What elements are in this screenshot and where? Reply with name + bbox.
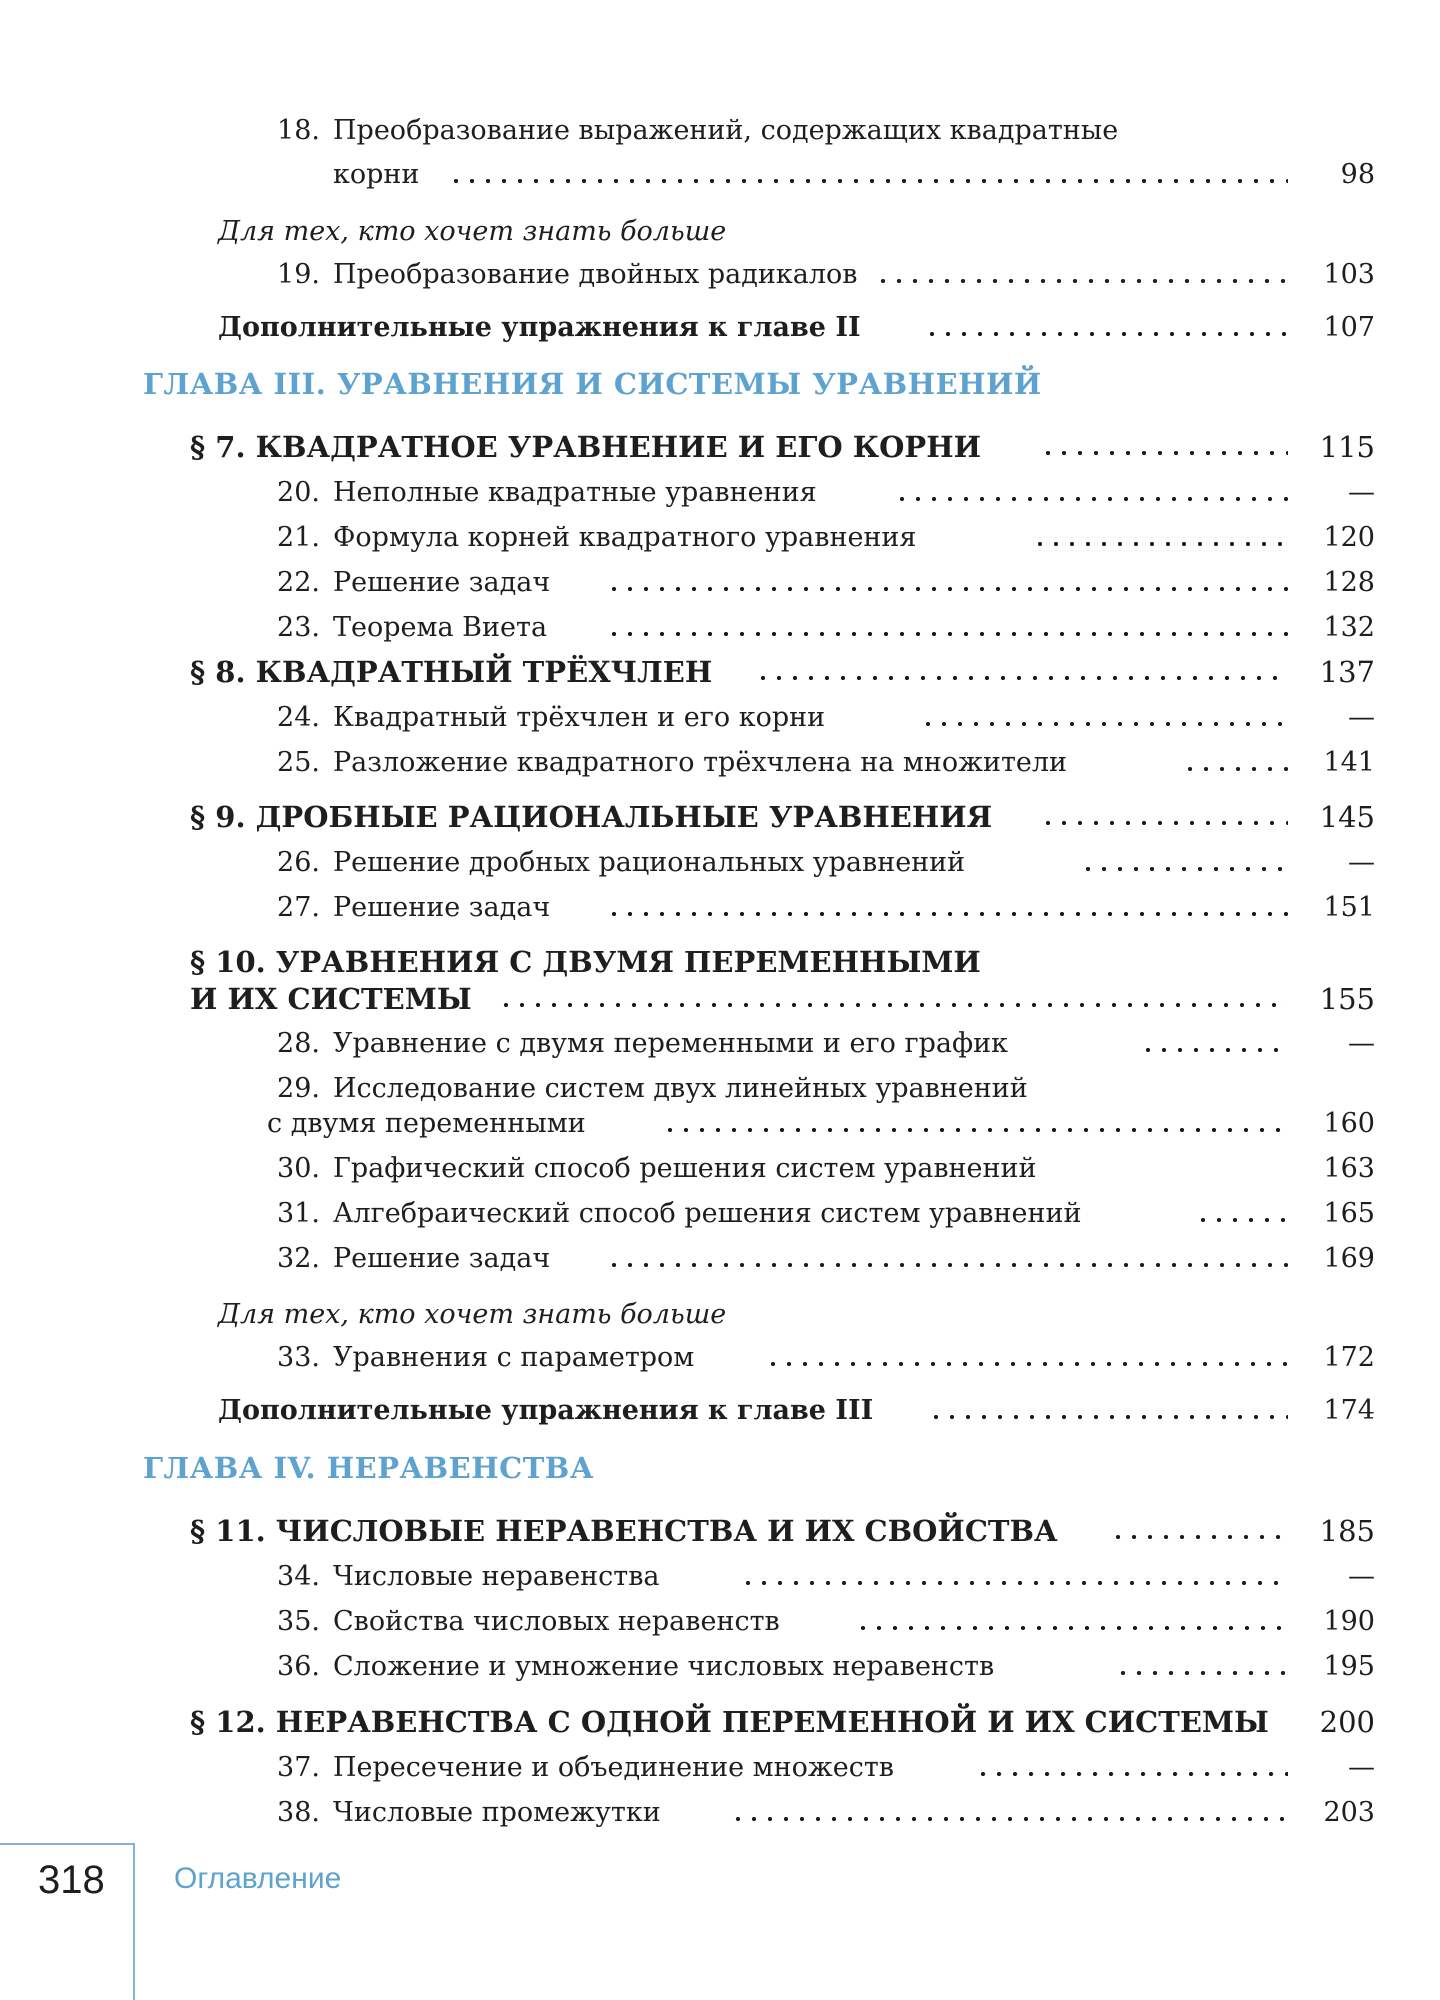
page-ref: 174 xyxy=(1323,1395,1375,1426)
toc-section-11 xyxy=(0,1509,1440,1553)
chapter-title: ГЛАВА IV. НЕРАВЕНСТВА xyxy=(143,1451,594,1485)
entry-number: 35. xyxy=(277,1606,320,1637)
dot-leader xyxy=(855,1626,1288,1630)
page-ref: — xyxy=(1348,702,1375,733)
page-ref: — xyxy=(1348,477,1375,508)
toc-entry-18-line1 xyxy=(0,109,1440,153)
entry-number: 32. xyxy=(277,1243,320,1274)
toc-entry-38 xyxy=(0,1791,1440,1835)
page-ref: 120 xyxy=(1323,522,1375,553)
entry-number: 21. xyxy=(277,522,320,553)
entry-title: Сложение и умножение числовых неравенств xyxy=(333,1651,995,1682)
page-ref: 169 xyxy=(1323,1243,1375,1274)
page-ref: 163 xyxy=(1323,1153,1375,1184)
page-ref: 115 xyxy=(1319,430,1375,464)
entry-number: 28. xyxy=(277,1028,320,1059)
toc-entry-26 xyxy=(0,841,1440,885)
entry-number: 37. xyxy=(277,1752,320,1783)
toc-entry-37 xyxy=(0,1746,1440,1790)
page-ref: 155 xyxy=(1319,982,1375,1016)
entry-number: 29. xyxy=(277,1073,320,1104)
section-title-continued: И ИХ СИСТЕМЫ xyxy=(190,982,472,1016)
dot-leader xyxy=(606,632,1288,636)
toc-entry-36 xyxy=(0,1645,1440,1689)
page-ref: 103 xyxy=(1323,259,1375,290)
toc-entry-31 xyxy=(0,1192,1440,1236)
dot-leader xyxy=(1040,821,1288,825)
section-title: § 12. НЕРАВЕНСТВА С ОДНОЙ ПЕРЕМЕННОЙ И ИХ СИСТЕМЫ xyxy=(190,1705,1269,1739)
toc-entry-28 xyxy=(0,1022,1440,1066)
page-ref: 128 xyxy=(1323,567,1375,598)
toc-entry-34 xyxy=(0,1555,1440,1599)
dot-leader xyxy=(755,676,1288,680)
entry-title: Решение задач xyxy=(333,567,551,598)
footer-rule-vertical xyxy=(133,1843,135,2000)
dot-leader xyxy=(920,722,1288,726)
entry-title: Квадратный трёхчлен и его корни xyxy=(333,702,826,733)
toc-entry-33 xyxy=(0,1336,1440,1380)
toc-entry-19 xyxy=(0,253,1440,297)
toc-entry-20 xyxy=(0,471,1440,515)
entry-number: 26. xyxy=(277,847,320,878)
entry-number: 25. xyxy=(277,747,320,778)
page-ref: — xyxy=(1348,1561,1375,1592)
footer-rule-horizontal xyxy=(0,1843,135,1845)
toc-additional-exercises-ch2 xyxy=(0,306,1440,350)
entry-title: Преобразование двойных радикалов xyxy=(333,259,858,290)
chapter-heading-3 xyxy=(0,362,1440,406)
page-ref: 190 xyxy=(1323,1606,1375,1637)
extra-heading: Для тех, кто хочет знать больше xyxy=(218,216,727,247)
entry-title: Алгебраический способ решения систем уравнений xyxy=(333,1198,1082,1229)
dot-leader xyxy=(606,912,1288,916)
entry-number: 31. xyxy=(277,1198,320,1229)
entry-number: 34. xyxy=(277,1561,320,1592)
entry-number: 36. xyxy=(277,1651,320,1682)
page-ref: — xyxy=(1348,1752,1375,1783)
entry-title: Преобразование выражений, содержащих квадратные xyxy=(333,115,1119,146)
page-ref: 172 xyxy=(1323,1342,1375,1373)
chapter-title: ГЛАВА III. УРАВНЕНИЯ И СИСТЕМЫ УРАВНЕНИЙ xyxy=(143,367,1042,401)
dot-leader xyxy=(1115,1671,1288,1675)
entry-title: Свойства числовых неравенств xyxy=(333,1606,780,1637)
entry-number: 22. xyxy=(277,567,320,598)
entry-title: Решение задач xyxy=(333,892,551,923)
dot-leader xyxy=(1140,1048,1288,1052)
dot-leader xyxy=(875,279,1288,283)
entry-number: 23. xyxy=(277,612,320,643)
toc-entry-27 xyxy=(0,886,1440,930)
toc-section-8 xyxy=(0,650,1440,694)
entry-number: 33. xyxy=(277,1342,320,1373)
entry-title: Числовые неравенства xyxy=(333,1561,660,1592)
section-title: § 10. УРАВНЕНИЯ С ДВУМЯ ПЕРЕМЕННЫМИ xyxy=(190,945,981,979)
entry-title: Дополнительные упражнения к главе II xyxy=(218,312,861,343)
dot-leader xyxy=(498,1003,1288,1007)
toc-entry-22 xyxy=(0,561,1440,605)
entry-title: Графический способ решения систем уравнений xyxy=(333,1153,1037,1184)
page-ref: 132 xyxy=(1323,612,1375,643)
dot-leader xyxy=(765,1362,1288,1366)
page-ref: 107 xyxy=(1323,312,1375,343)
toc-section-7 xyxy=(0,425,1440,469)
page-ref: 195 xyxy=(1323,1651,1375,1682)
entry-title: Теорема Виета xyxy=(333,612,548,643)
toc-entry-18-line2 xyxy=(0,153,1440,197)
toc-entry-30 xyxy=(0,1147,1440,1191)
entry-title: Исследование систем двух линейных уравнений xyxy=(333,1073,1028,1104)
entry-number: 18. xyxy=(277,115,320,146)
toc-entry-29-line2 xyxy=(0,1102,1440,1146)
section-title: § 11. ЧИСЛОВЫЕ НЕРАВЕНСТВА И ИХ СВОЙСТВА xyxy=(190,1514,1058,1548)
entry-title-continued: корни xyxy=(333,159,420,190)
dot-leader xyxy=(1110,1535,1288,1539)
dot-leader xyxy=(730,1817,1288,1821)
entry-title: Уравнение с двумя переменными и его график xyxy=(333,1028,1008,1059)
toc-extra-heading xyxy=(0,210,1440,254)
toc-entry-21 xyxy=(0,516,1440,560)
dot-leader xyxy=(1032,542,1288,546)
dot-leader xyxy=(448,179,1288,183)
section-title: § 9. ДРОБНЫЕ РАЦИОНАЛЬНЫЕ УРАВНЕНИЯ xyxy=(190,800,993,834)
toc-section-10-line2 xyxy=(0,977,1440,1021)
toc-entry-24 xyxy=(0,696,1440,740)
page-ref: 160 xyxy=(1323,1108,1375,1139)
dot-leader xyxy=(1040,451,1288,455)
page-ref: 137 xyxy=(1319,655,1375,689)
toc-extra-heading xyxy=(0,1293,1440,1337)
entry-title-continued: с двумя переменными xyxy=(267,1108,586,1139)
entry-number: 38. xyxy=(277,1797,320,1828)
section-title: § 8. КВАДРАТНЫЙ ТРЁХЧЛЕН xyxy=(190,655,713,689)
entry-number: 24. xyxy=(277,702,320,733)
dot-leader xyxy=(1195,1218,1288,1222)
dot-leader xyxy=(894,497,1288,501)
dot-leader xyxy=(975,1772,1288,1776)
entry-title: Формула корней квадратного уравнения xyxy=(333,522,917,553)
entry-title: Неполные квадратные уравнения xyxy=(333,477,817,508)
extra-heading: Для тех, кто хочет знать больше xyxy=(218,1299,727,1330)
entry-title: Решение задач xyxy=(333,1243,551,1274)
entry-title: Разложение квадратного трёхчлена на множители xyxy=(333,747,1068,778)
entry-number: 19. xyxy=(277,259,320,290)
entry-title: Решение дробных рациональных уравнений xyxy=(333,847,966,878)
entry-number: 27. xyxy=(277,892,320,923)
running-title: Оглавление xyxy=(174,1862,342,1895)
toc-section-9 xyxy=(0,795,1440,839)
entry-title: Уравнения с параметром xyxy=(333,1342,695,1373)
entry-number: 30. xyxy=(277,1153,320,1184)
entry-title: Числовые промежутки xyxy=(333,1797,661,1828)
dot-leader xyxy=(1182,767,1288,771)
page-ref: 151 xyxy=(1323,892,1375,923)
chapter-heading-4 xyxy=(0,1446,1440,1490)
dot-leader xyxy=(928,1415,1288,1419)
dot-leader xyxy=(740,1581,1288,1585)
page-ref: — xyxy=(1348,1028,1375,1059)
toc-additional-exercises-ch3 xyxy=(0,1389,1440,1433)
toc-entry-35 xyxy=(0,1600,1440,1644)
dot-leader xyxy=(606,1263,1288,1267)
dot-leader xyxy=(606,587,1288,591)
entry-number: 20. xyxy=(277,477,320,508)
page-ref: 200 xyxy=(1319,1705,1375,1739)
dot-leader xyxy=(924,332,1288,336)
entry-title: Пересечение и объединение множеств xyxy=(333,1752,894,1783)
page-ref: 141 xyxy=(1323,747,1375,778)
dot-leader xyxy=(662,1128,1288,1132)
toc-section-12 xyxy=(0,1700,1440,1744)
section-title: § 7. КВАДРАТНОЕ УРАВНЕНИЕ И ЕГО КОРНИ xyxy=(190,430,982,464)
page-ref: — xyxy=(1348,847,1375,878)
page-ref: 165 xyxy=(1323,1198,1375,1229)
page-ref: 185 xyxy=(1319,1514,1375,1548)
toc-entry-23 xyxy=(0,606,1440,650)
page-ref: 98 xyxy=(1340,159,1375,190)
page-ref: 203 xyxy=(1323,1797,1375,1828)
dot-leader xyxy=(1080,867,1288,871)
entry-title: Дополнительные упражнения к главе III xyxy=(218,1395,874,1426)
page-number: 318 xyxy=(38,1858,105,1902)
page-ref: 145 xyxy=(1319,800,1375,834)
toc-entry-25 xyxy=(0,741,1440,785)
toc-entry-32 xyxy=(0,1237,1440,1281)
